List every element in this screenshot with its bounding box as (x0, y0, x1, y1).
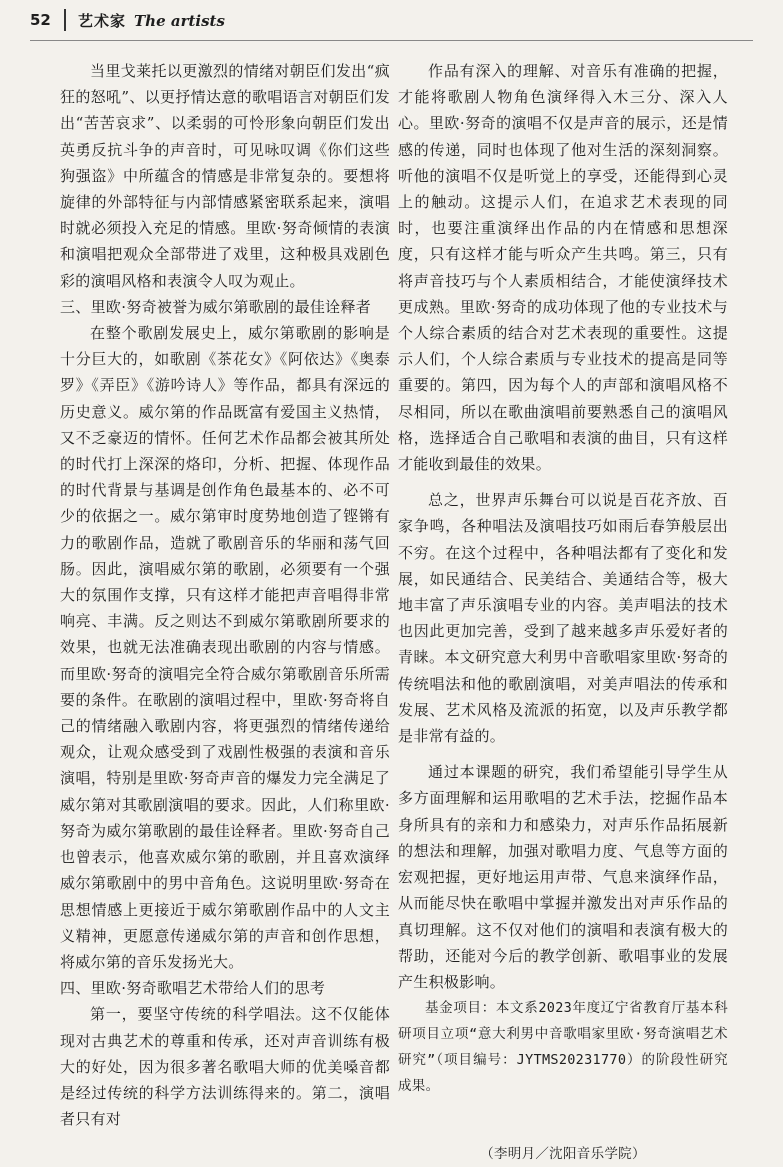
paragraph-right-2: 总之，世界声乐舞台可以说是百花齐放、百家争鸣，各种唱法及演唱技巧如雨后春笋般层出不穷。在这个过程中，各种唱法都有了变化和发展，如民通结合、民美结合、美通结合等，极大地丰富了声乐演唱专业的内容。美声唱法的技术也因此更加完善，受到了越来越多声乐爱好者的青睐。本文研究意大利男中音歌唱家里欧·努奇的传统唱法和他的歌剧演唱，对美声唱法的传承和发展、艺术风格及流派的拓宽，以及声乐教学都是非常有益的。 (398, 491, 728, 746)
paragraph-left-1: 当里戈莱托以更激烈的情绪对朝臣们发出“疯狂的怒吼”、以更抒情达意的歌唱语言对朝臣们发出“苦苦哀求”、以柔弱的可怜形象向朝臣们发出英勇反抗斗争的声音时，可见咏叹调《你们这些狗强盗》中所蕴含的情感是非常复杂的。要想将旋律的外部特征与内部情感紧密联系起来，演唱时就必须投入充足的情感。里欧·努奇倾情的表演和演唱把观众全部带进了戏里，这种极具戏剧色彩的演唱风格和表演令人叹为观止。 (60, 62, 390, 290)
header-rule (30, 40, 753, 41)
header-divider (64, 9, 66, 31)
magazine-title-cn: 艺术家 (78, 12, 127, 30)
right-column (398, 58, 728, 1167)
paragraph-right-3: 通过本课题的研究，我们希望能引导学生从多方面理解和运用歌唱的艺术手法，挖掘作品本身所具有的亲和力和感染力，对声乐作品拓展新的想法和理解，加强对歌唱力度、气息等方面的宏观把握，更好地运用声带、气息来演绎作品，从而能尽快在歌唱中掌握并激发出对声乐作品的真切理解。这不仅对他们的演唱和表演有极大的帮助，还能对今后的教学创新、歌唱事业的发展产生积极影响。 (398, 763, 728, 991)
page-header (0, 0, 783, 46)
author-affiliation: （李明月／沈阳音乐学院） (480, 1146, 646, 1163)
paragraph-left-2: 在整个歌剧发展史上，威尔第歌剧的影响是十分巨大的，如歌剧《茶花女》《阿依达》《奥泰罗》《弄臣》《游吟诗人》等作品，都具有深远的历史意义。威尔第的作品既富有爱国主义热情，又不乏豪迈的情怀。任何艺术作品都会被其所处的时代打上深深的烙印，分析、把握、体现作品的时代背景与基调是创作角色最基本的、必不可少的依据之一。威尔第审时度势地创造了铿锵有力的歌剧作品，造就了歌剧音乐的华丽和荡气回肠。因此，演唱威尔第的歌剧，必须要有一个强大的氛围作支撑，只有这样才能把声音唱得非常响亮、丰满。反之则达不到威尔第歌剧所要求的效果，也就无法准确表现出歌剧的内容与情感。而里欧·努奇的演唱完全符合威尔第歌剧音乐所需要的条件。在歌剧的演唱过程中，里欧·努奇将自己的情绪融入歌剧内容，将更强烈的情绪传递给观众，让观众感受到了戏剧性极强的表演和音乐演唱，特别是里欧·努奇声音的爆发力完全满足了威尔第对其歌剧演唱的要求。因此，人们称里欧·努奇为威尔第歌剧的最佳诠释者。里欧·努奇自己也曾表示，他喜欢威尔第的歌剧，并且喜欢演绎威尔第歌剧中的男中音角色。这说明里欧·努奇在思想情感上更接近于威尔第歌剧作品中的人文主义精神，更愿意传递威尔第的声音和创作思想，将威尔第的音乐发扬光大。 (60, 324, 390, 971)
paragraph-left-3: 第一，要坚守传统的科学唱法。这不仅能体现对古典艺术的尊重和传承，还对声音训练有极大的好处，因为很多著名歌唱大师的优美嗓音都是经过传统的科学方法训练得来的。第二，演唱者只有对 (60, 1005, 390, 1129)
magazine-title (78, 10, 225, 31)
page-number: 52 (30, 11, 51, 29)
section-heading-4: 四、里欧·努奇歌唱艺术带给人们的思考 (60, 979, 326, 998)
paragraph-right-1: 作品有深入的理解、对音乐有准确的把握，才能将歌剧人物角色演绎得入木三分、深入人心。里欧·努奇的演唱不仅是声音的展示，还是情感的传递，同时也体现了他对生活的深刻洞察。听他的演唱不仅是听觉上的享受，还能得到心灵上的触动。这提示人们，在追求艺术表现的同时，也要注重演绎出作品的内在情感和思想深度，只有这样才能与听众产生共鸣。第三，只有将声音技巧与个人素质相结合，才能使演绎技术更成熟。里欧·努奇的成功体现了他的专业技术与个人综合素质的结合对艺术表现的重要性。这提示人们，个人综合素质与专业技术的提高是同等重要的。第四，因为每个人的声部和演唱风格不尽相同，所以在歌曲演唱前要熟悉自己的演唱风格，选择适合自己歌唱和表演的曲目，只有这样才能收到最佳的效果。 (398, 62, 728, 474)
section-heading-3: 三、里欧·努奇被誉为威尔第歌剧的最佳诠释者 (60, 297, 372, 316)
fund-note: 基金项目：本文系2023年度辽宁省教育厅基本科研项目立项“意大利男中音歌唱家里欧·努奇演唱艺术研究”（项目编号：JYTMS20231770）的阶段性研究成果。 (398, 1000, 728, 1095)
magazine-title-en: The artists (134, 12, 225, 30)
left-column (60, 58, 390, 1132)
